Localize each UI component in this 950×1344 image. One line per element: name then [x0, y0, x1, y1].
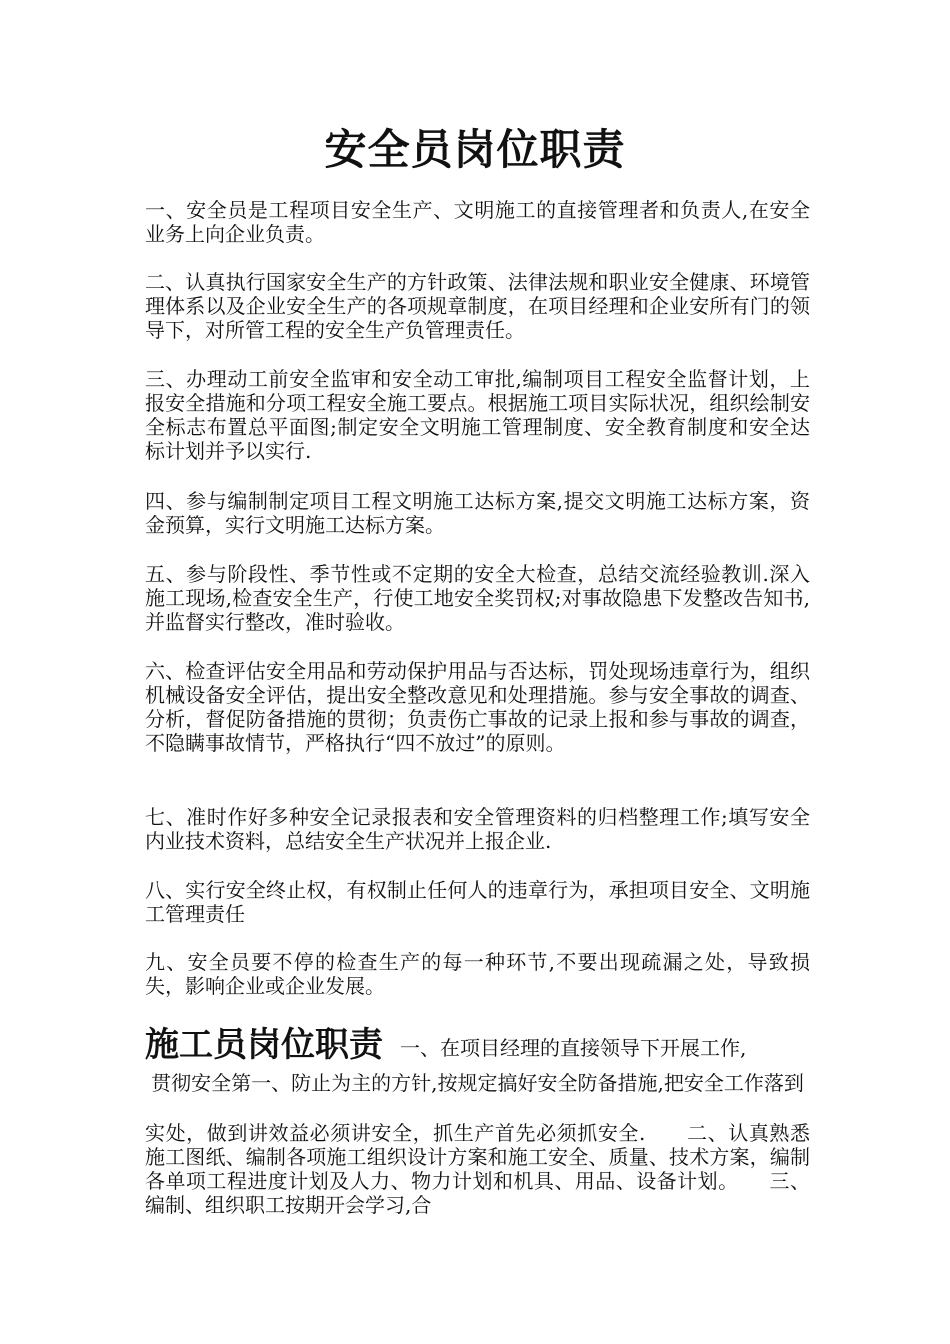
paragraph-9: 九、安全员要不停的检查生产的每一种环节,不要出现疏漏之处，导致损失，影响企业或企业发展。: [145, 950, 810, 998]
paragraph-5: 五、参与阶段性、季节性或不定期的安全大检查，总结交流经验教训.深入施工现场,检查安全生产，行使工地安全奖罚权;对事故隐患下发整改告知书,并监督实行整改，准时验收。: [145, 562, 810, 634]
paragraph-2: 二、认真执行国家安全生产的方针政策、法律法规和职业安全健康、环境管理体系以及企业安全生产的各项规章制度，在项目经理和企业安所有门的领导下，对所管工程的安全生产负管理责任。: [145, 270, 810, 342]
paragraph-1: 一、安全员是工程项目安全生产、文明施工的直接管理者和负责人,在安全业务上向企业负责。: [145, 198, 810, 246]
paragraph-3: 三、办理动工前安全监审和安全动工审批,编制项目工程安全监督计划，上报安全措施和分项工程安全施工要点。根据施工项目实际状况，组织绘制安全标志布置总平面图;制定安全文明施工管理制度、安全教育制度和安全达标计划并予以实行.: [145, 367, 810, 463]
paragraph-8: 八、实行安全终止权，有权制止任何人的违章行为，承担项目安全、文明施工管理责任: [145, 878, 810, 926]
section-2-body-text: 实处，做到讲效益必须讲安全，抓生产首先必须抓安全. 二、认真熟悉施工图纸、编制各项施工组织设计方案和施工安全、质量、技术方案，编制各单项工程进度计划及人力、物力计划和机具、用品、设备计划。 三、编制、组织职工按期开会学习,合: [145, 1121, 810, 1217]
page-title: 安全员岗位职责: [324, 125, 626, 174]
section-2-centered-text: 贯彻安全第一、防止为主的方针,按规定搞好安全防备措施,把安全工作落到: [151, 1071, 804, 1095]
section-2-title: 施工员岗位职责: [145, 1025, 383, 1065]
paragraph-7: 七、准时作好多种安全记录报表和安全管理资料的归档整理工作;填写安全内业技术资料，总结安全生产状况并上报企业.: [145, 805, 810, 853]
paragraph-6: 六、检查评估安全用品和劳动保护用品与否达标，罚处现场违章行为，组织机械设备安全评估，提出安全整改意见和处理措施。参与安全事故的调查、分析，督促防备措施的贯彻；负责伤亡事故的记录上报和参与事故的调查，不隐瞒事故情节，严格执行“四不放过”的原则。: [145, 659, 810, 755]
section-2-first-line: 一、在项目经理的直接领导下开展工作,: [400, 1036, 747, 1060]
paragraph-4: 四、参与编制制定项目工程文明施工达标方案,提交文明施工达标方案，资金预算，实行文明施工达标方案。: [145, 489, 810, 537]
